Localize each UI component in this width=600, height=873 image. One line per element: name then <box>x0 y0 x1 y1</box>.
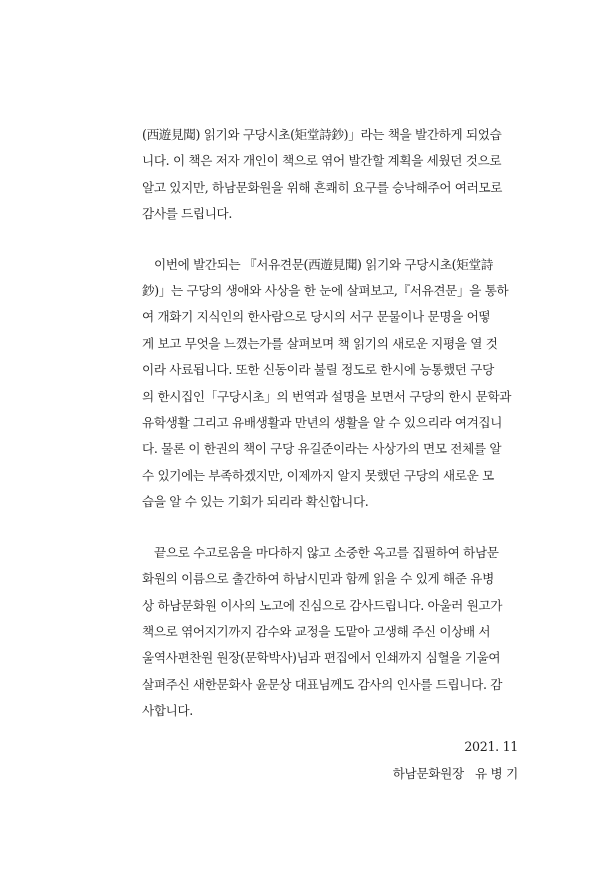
paragraph-book-summary: 이번에 발간되는 『서유견문(西遊見聞) 읽기와 구당시초(矩堂詩 鈔)」는 구당의 생애와 사상을 한 눈에 살펴보고,『서유견문」을 통하 여 개화기 지식인의 한사람으로 당시의 서구 문물이나 문명을 어떻 게 보고 무엇을 느꼈는가를 살펴보며 책 읽기의 새로운 지평을 열 것 이라 사료됩니다. 또한 신동이라 불릴 정도로 한시에 능통했던 구당 의 한시집인「구당시초」의 번역과 설명을 보면서 구당의 한시 문학과 유학생활 그리고 유배생활과 만년의 생활을 알 수 있으리라 여겨집니 다. 물론 이 한권의 책이 구당 유길준이라는 사상가의 면모 전체를 알 수 있기에는 부족하겠지만, 이제까지 알지 못했던 구당의 새로운 모 습을 알 수 있는 기회가 되리라 확신합니다. <box>142 256 512 510</box>
closing-block <box>393 733 518 787</box>
foreword-body <box>142 122 518 725</box>
paragraph-acknowledgements: 끝으로 수고로움을 마다하지 않고 소중한 옥고를 집필하여 하남문 화원의 이름으로 출간하여 하남시민과 함께 읽을 수 있게 해준 유병 상 하남문화원 이사의 노고에 진심으로 감사드립니다. 아울러 원고가 책으로 엮어지기까지 감수와 교정을 도맡아 고생해 주신 이상배 서 울역사편찬원 원장(문학박사)님과 편집에서 인쇄까지 심혈을 기울여 살펴주신 새한문화사 윤문상 대표님께도 감사의 인사를 드립니다. 감 사합니다. <box>142 544 503 719</box>
closing-date: 2021. 11 <box>464 739 518 754</box>
paragraph-publication-thanks: (西遊見聞) 읽기와 구당시초(矩堂詩鈔)」라는 책을 발간하게 되었습 니다. 이 책은 저자 개인이 책으로 엮어 발간할 계획을 세웠던 것으로 알고 있지만, 하남문화원을 위해 흔쾌히 요구를 승낙해주어 여러모로 감사를 드립니다. <box>142 127 503 222</box>
closing-signature: 하남문화원장 유 병 기 <box>392 766 518 781</box>
